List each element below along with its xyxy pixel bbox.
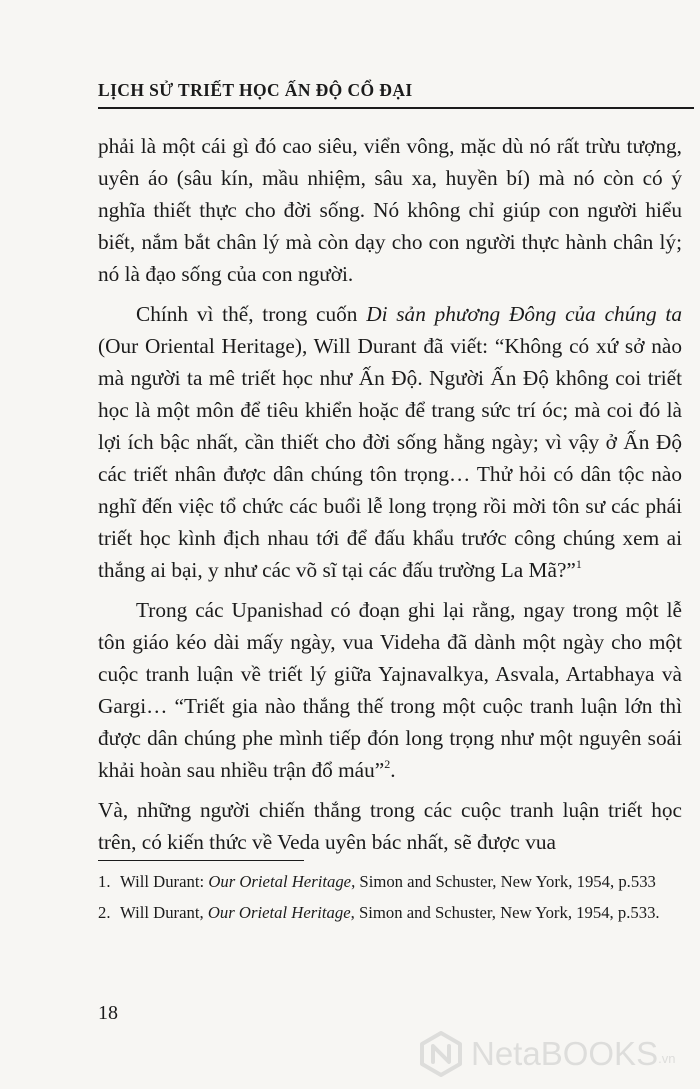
watermark-suffix: .vn — [658, 1051, 676, 1066]
footnote-rule — [98, 860, 304, 861]
paragraph-3 — [98, 594, 682, 786]
footnote-1 — [98, 870, 688, 894]
watermark-brand: NetaBOOKS — [471, 1035, 659, 1072]
paragraph-2-before: Chính vì thế, trong cuốn — [136, 302, 367, 326]
paragraph-2 — [98, 298, 682, 586]
header-rule — [98, 107, 694, 109]
footnote-2-before: Will Durant, — [120, 903, 208, 922]
footnote-2-after: , Simon and Schuster, New York, 1954, p.533. — [350, 903, 660, 922]
footnote-ref-1[interactable]: 1 — [575, 557, 582, 571]
footnote-2-title: Our Orietal Heritage — [207, 903, 351, 922]
paragraph-2-after: (Our Oriental Heritage), Will Durant đã viết: “Không có xứ sở nào mà người ta mê triết học như Ấn Độ. Người Ấn Độ không coi triết học là một môn để tiêu khiển hoặc để trang sức trí óc; mà coi đó là lợi ích bậc nhất, cần thiết cho đời sống hằng ngày; vì vậy ở Ấn Độ các triết nhân được dân chúng tôn trọng… Thử hỏi có dân tộc nào nghĩ đến việc tổ chức các buổi lễ long trọng rồi mời tôn sư các phái triết học kình địch nhau tới để đấu khẩu trước công chúng xem ai thắng ai bại, y như các võ sĩ tại các đấu trường La Mã?” — [98, 334, 682, 582]
paragraph-4: Và, những người chiến thắng trong các cuộc tranh luận triết học trên, có kiến thức về Veda uyên bác nhất, sẽ được vua — [98, 798, 682, 854]
watermark-text — [471, 1035, 675, 1073]
footnote-1-title: Our Orietal Heritage — [208, 872, 352, 891]
book-title-italic: Di sản phương Đông của chúng ta — [366, 302, 682, 326]
footnote-1-after: , Simon and Schuster, New York, 1954, p.533 — [351, 872, 656, 891]
footnotes — [98, 870, 688, 932]
footnote-ref-2[interactable]: 2 — [384, 757, 391, 771]
neta-hexagon-logo-icon — [417, 1030, 465, 1078]
page-number: 18 — [98, 1002, 118, 1024]
footnote-2 — [98, 901, 688, 925]
footnote-1-before: Will Durant: — [120, 872, 209, 891]
footnote-1-number: 1. — [98, 872, 111, 891]
footnote-2-number: 2. — [98, 903, 111, 922]
paragraph-3-text: Trong các Upanishad có đoạn ghi lại rằng, ngay trong một lễ tôn giáo kéo dài mấy ngày, vua Videha đã dành một ngày cho một cuộc tranh luận về triết lý giữa Yajnavalkya, Asvala, Artabhaya và Gargi… “Triết gia nào thắng thế trong một cuộc tranh luận lớn thì được dân chúng phe mình tiếp đón long trọng như một nguyên soái khải hoàn sau nhiều trận đổ máu” — [98, 598, 682, 782]
body-text — [98, 130, 682, 858]
running-header: LỊCH SỬ TRIẾT HỌC ẤN ĐỘ CỔ ĐẠI — [98, 80, 413, 100]
paragraph-3-tail: . — [390, 758, 396, 782]
watermark — [417, 1026, 693, 1082]
paragraph-1: phải là một cái gì đó cao siêu, viển vông, mặc dù nó rất trừu tượng, uyên áo (sâu kín, mầu nhiệm, sâu xa, huyền bí) mà nó còn có ý nghĩa thiết thực cho đời sống. Nó không chỉ giúp con người hiểu biết, nắm bắt chân lý mà còn dạy cho con người thực hành chân lý; nó là đạo sống của con người. — [98, 134, 682, 286]
